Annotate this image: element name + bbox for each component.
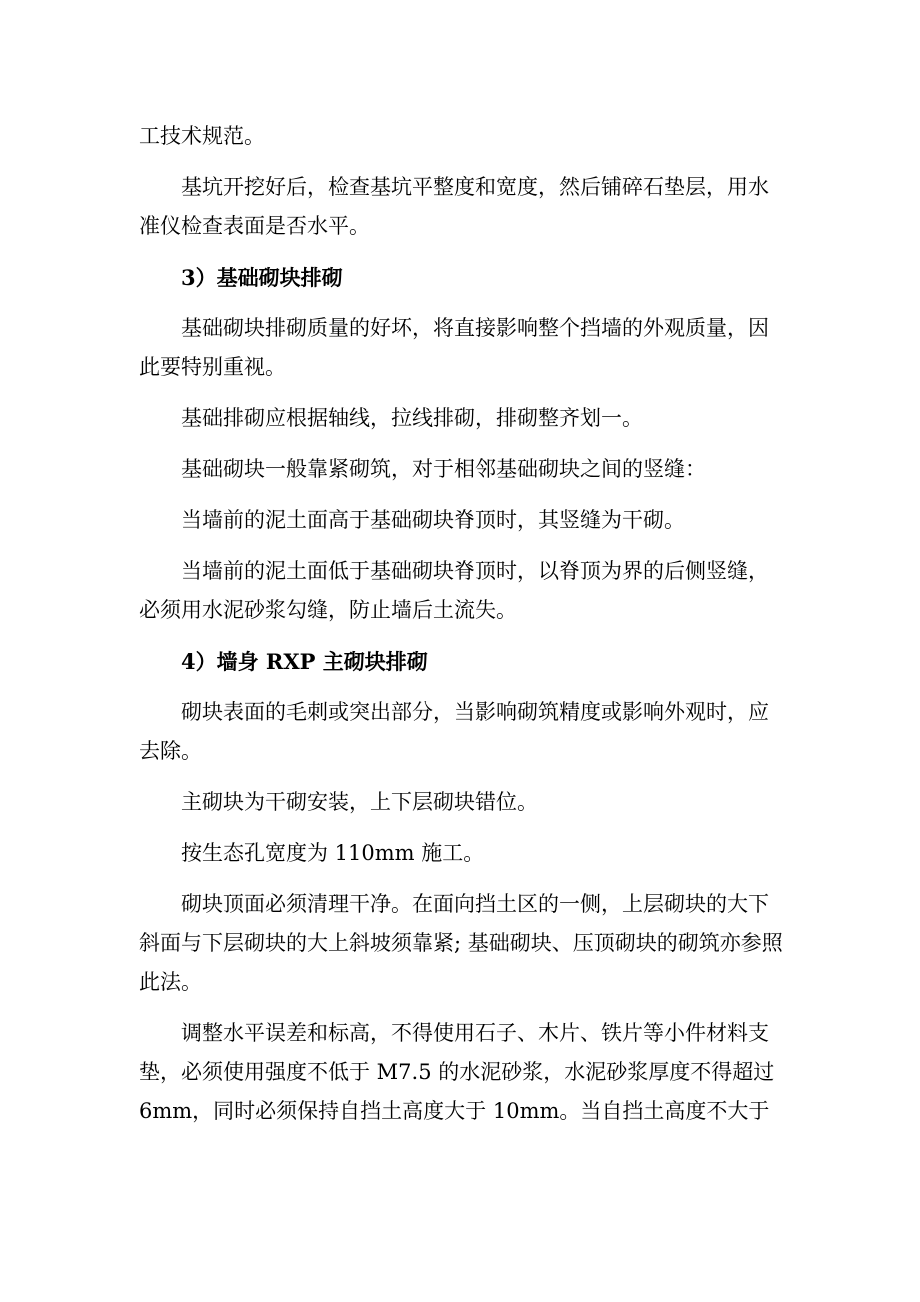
paragraph: 主砌块为干砌安装，上下层砌块错位。 — [181, 790, 538, 814]
paragraph-continuation: 工技术规范。 — [139, 124, 265, 148]
paragraph: 砌块顶面必须清理干净。在面向挡土区的一侧，上层砌块的大下斜面与下层砌块的大上斜坡须靠紧; 基础砌块、压顶砌块的砌筑亦参照此法。 — [139, 892, 783, 994]
paragraph: 基础排砌应根据轴线，拉线排砌，排砌整齐划一。 — [181, 406, 643, 430]
section-heading-4: 4）墙身 RXP 主砌块排砌 — [181, 649, 428, 674]
paragraph: 基坑开挖好后，检查基坑平整度和宽度，然后铺碎石垫层，用水准仪检查表面是否水平。 — [139, 175, 769, 238]
paragraph: 调整水平误差和标高，不得使用石子、木片、铁片等小件材料支垫，必须使用强度不低于 M7.5 的水泥砂浆，水泥砂浆厚度不得超过 6mm，同时必须保持自挡土高度大于 10mm。当自挡土高度不大于 — [139, 1021, 775, 1123]
paragraph: 按生态孔宽度为 110mm 施工。 — [181, 841, 485, 865]
paragraph: 当墙前的泥土面高于基础砌块脊顶时，其竖缝为干砌。 — [181, 508, 685, 532]
document-body — [139, 117, 786, 1131]
paragraph: 砌块表面的毛刺或突出部分，当影响砌筑精度或影响外观时，应去除。 — [139, 700, 769, 763]
paragraph: 当墙前的泥土面低于基础砌块脊顶时，以脊顶为界的后侧竖缝，必须用水泥砂浆勾缝，防止墙后土流失。 — [139, 559, 769, 622]
paragraph: 基础砌块一般靠紧砌筑，对于相邻基础砌块之间的竖缝： — [181, 457, 706, 481]
section-heading-3: 3）基础砌块排砌 — [181, 265, 343, 290]
paragraph: 基础砌块排砌质量的好坏，将直接影响整个挡墙的外观质量，因此要特别重视。 — [139, 316, 769, 379]
